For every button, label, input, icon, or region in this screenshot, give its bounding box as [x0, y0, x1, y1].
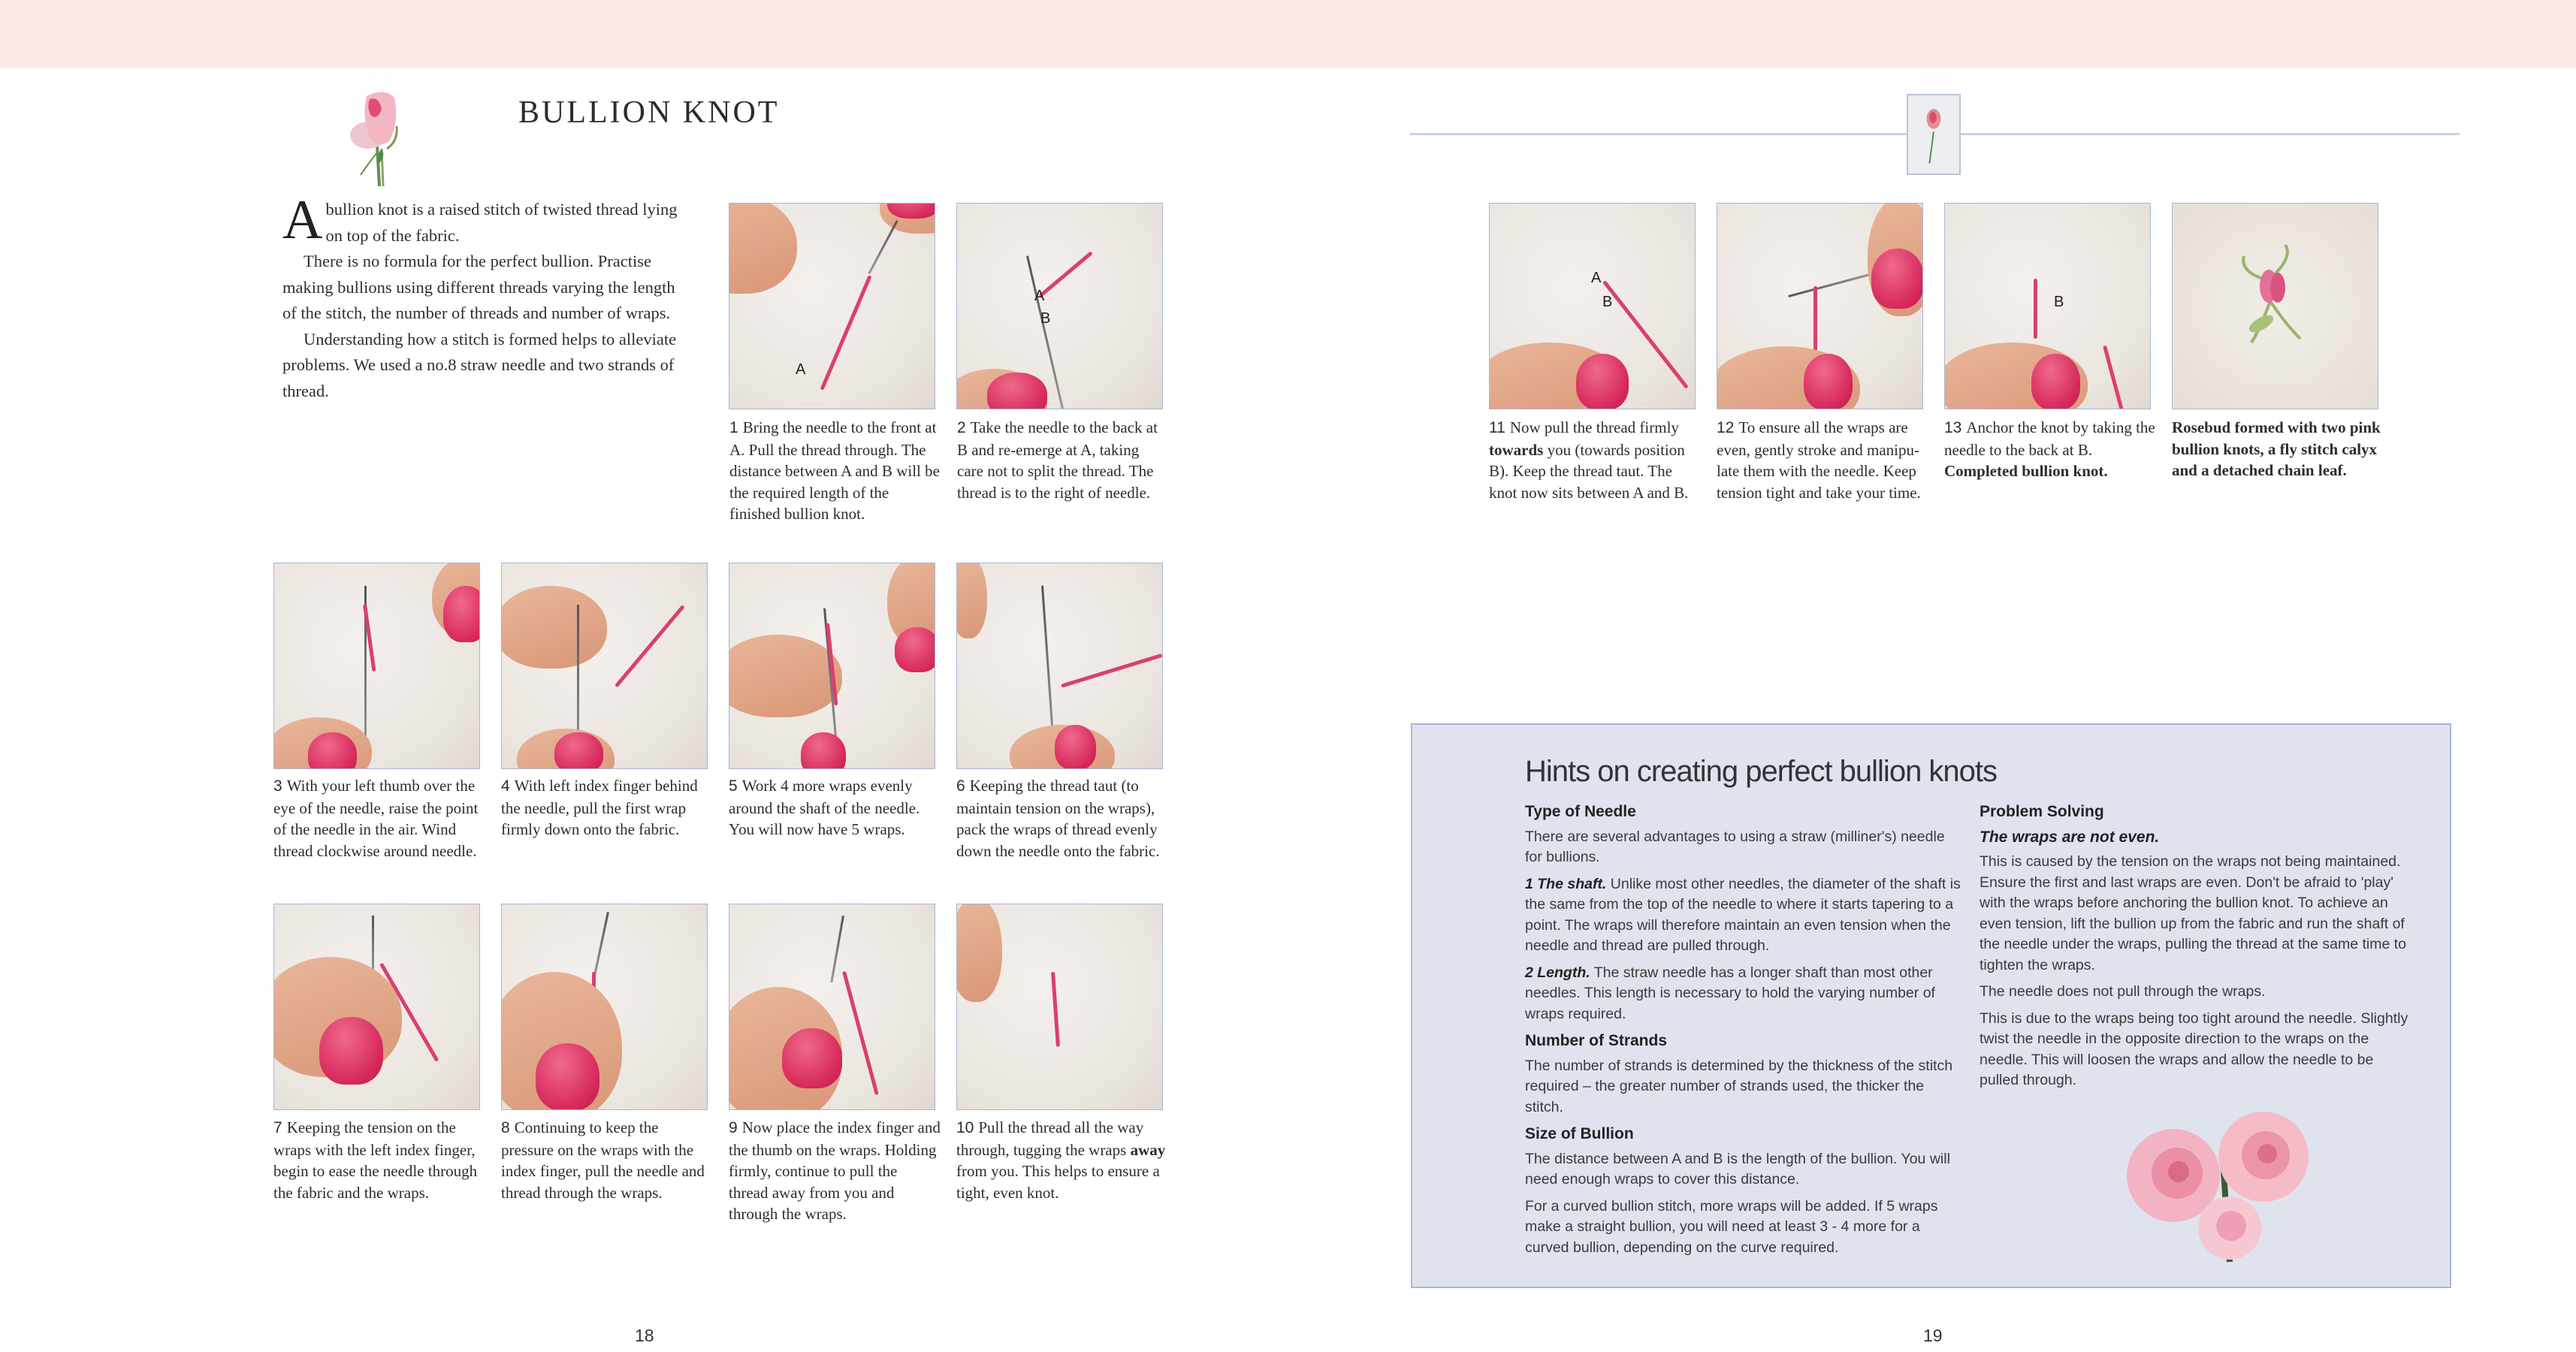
- rosebud-result-photo: [2172, 203, 2378, 409]
- step-3-caption: 3 With your left thumb over the eye of the needle, raise the point of the needle in the air. Wind thread clockwise around needle.: [273, 777, 479, 860]
- step-9-caption: 9 Now place the index finger and the thumb on the wraps. Holding firmly, continue to pull the thread away from you and through the wraps.: [729, 1118, 941, 1223]
- stitched-rosebud: [2173, 204, 2378, 409]
- section-heading: Number of Strands: [1525, 1032, 1668, 1049]
- rosebud-caption: Rosebud formed with two pink bullion knots, a fly stitch calyx and a detached chain leaf.: [2172, 418, 2381, 479]
- rosebud-illustration: [323, 81, 436, 186]
- hints-panel: [1411, 723, 2451, 1288]
- step-3-photo: [273, 563, 480, 769]
- section-heading: Problem Solving: [1980, 803, 2104, 820]
- step-4-photo: [501, 563, 708, 769]
- step-13-caption: 13 Anchor the knot by taking the needle to the back at B. Completed bullion knot.: [1944, 418, 2155, 480]
- step-1-photo: [729, 203, 935, 409]
- step-10-photo: [956, 904, 1163, 1110]
- hints-left-column: Type of Needle There are several advantages to using a straw (milliner's) needle for bullions. 1 The shaft. Unlike most other needles, the diameter of the shaft is the same from the top of the needle to where it starts tapering to a point. The wraps will therefore maintain an even tension when the needle and thread are pulled through. 2 Length. The straw needle has a longer shaft than most other needles. This length is necessary to hold the varying number of wraps required. Number of Strands The number of strands is determined by the thickness of the stitch required – the greater number of strands used, the thicker the stitch. Size of Bullion The distance between A and B is the length of the bullion. You will need enough wraps to cover this distance. For a curved bullion stitch, more wraps will be added. If 5 wraps make a straight bullion, you will need at least 3 - 4 more for a curved bullion, depending on the curve required.: [1525, 803, 1961, 1256]
- drop-cap: A: [282, 189, 323, 251]
- page-number-right: 19: [1923, 1326, 1943, 1345]
- step-7-photo: [273, 904, 480, 1110]
- step-8-photo: [501, 904, 708, 1110]
- step-8-caption: 8 Continuing to keep the pressure on the wraps with the index finger, pull the needle and thread through the wraps.: [501, 1118, 705, 1202]
- step-2-photo: [956, 203, 1163, 409]
- point-marker: A: [796, 361, 806, 378]
- step-2-caption: 2 Take the needle to the back at B and re-emerge at A, taking care not to split the thread. The thread is to the right of needle.: [957, 418, 1158, 502]
- hints-title: Hints on creating perfect bullion knots: [1525, 755, 1998, 788]
- step-7-caption: 7 Keeping the tension on the wraps with the left index finger, begin to ease the needle through the fabric and the wraps.: [273, 1118, 478, 1202]
- step-12-photo: [1717, 203, 1923, 409]
- point-marker: B: [1602, 294, 1613, 310]
- rose-thumbnail: [1907, 94, 1961, 175]
- point-marker: B: [2054, 294, 2064, 310]
- step-10-caption: 10 Pull the thread all the way through, tugging the wraps away from you. This helps to ensure a tight, even knot.: [956, 1118, 1166, 1202]
- step-11-caption: 11 Now pull the thread firmly towards you (towards position B). Keep the thread taut. The knot now sits between A and B.: [1489, 418, 1689, 502]
- step-6-caption: 6 Keeping the thread taut (to maintain tension on the wraps), pack the wraps of thread evenly down the needle onto the fabric.: [956, 777, 1160, 860]
- step-12-caption: 12 To ensure all the wraps are even, gently stroke and manipu-late them with the needle. Keep tension tight and take your time.: [1717, 418, 1921, 502]
- point-marker: B: [1040, 310, 1051, 327]
- page-title: BULLION KNOT: [518, 95, 780, 130]
- intro-text: Abullion knot is a raised stitch of twisted thread lying on top of the fabric. There is no formula for the perfect bullion. Practise making bullions using different threads varying the length of the stitch, the number of threads and number of wraps. Understanding how a stitch is formed helps to alleviate problems. We used a no.8 straw needle and two strands of thread.: [282, 189, 678, 400]
- section-heading: Size of Bullion: [1525, 1125, 1634, 1142]
- roses-illustration: [2117, 1104, 2320, 1269]
- step-5-caption: 5 Work 4 more wraps evenly around the shaft of the needle. You will now have 5 wraps.: [729, 777, 920, 838]
- section-heading: Type of Needle: [1525, 803, 1636, 820]
- step-9-photo: [729, 904, 935, 1110]
- point-marker: A: [1591, 270, 1602, 286]
- top-pink-band: [0, 0, 2576, 68]
- step-4-caption: 4 With left index finger behind the needle, pull the first wrap firmly down onto the fabric.: [501, 777, 698, 838]
- step-13-photo: [1944, 203, 2151, 409]
- step-11-photo: [1489, 203, 1696, 409]
- step-6-photo: [956, 563, 1163, 769]
- step-1-caption: 1 Bring the needle to the front at A. Pull the thread through. The distance between A and B will be the required length of the finished bullion knot.: [729, 418, 940, 523]
- point-marker: A: [1034, 288, 1045, 304]
- step-5-photo: [729, 563, 935, 769]
- hints-right-column: Problem Solving The wraps are not even. This is caused by the tension on the wraps not being maintained. Ensure the first and last wraps are even. Don't be afraid to 'play' with the wraps before anchoring the bullion knot. To achieve an even tension, lift the bullion up from the fabric and run the shaft of the needle under the wraps, pulling the thread at the same time to tighten the wraps. The needle does not pull through the wraps. This is due to the wraps being too tight around the needle. Slightly twist the needle in the opposite direction to the wraps on the needle. This will loosen the wraps and allow the needle to be pulled through.: [1980, 801, 2415, 1097]
- page-number-left: 18: [635, 1326, 654, 1345]
